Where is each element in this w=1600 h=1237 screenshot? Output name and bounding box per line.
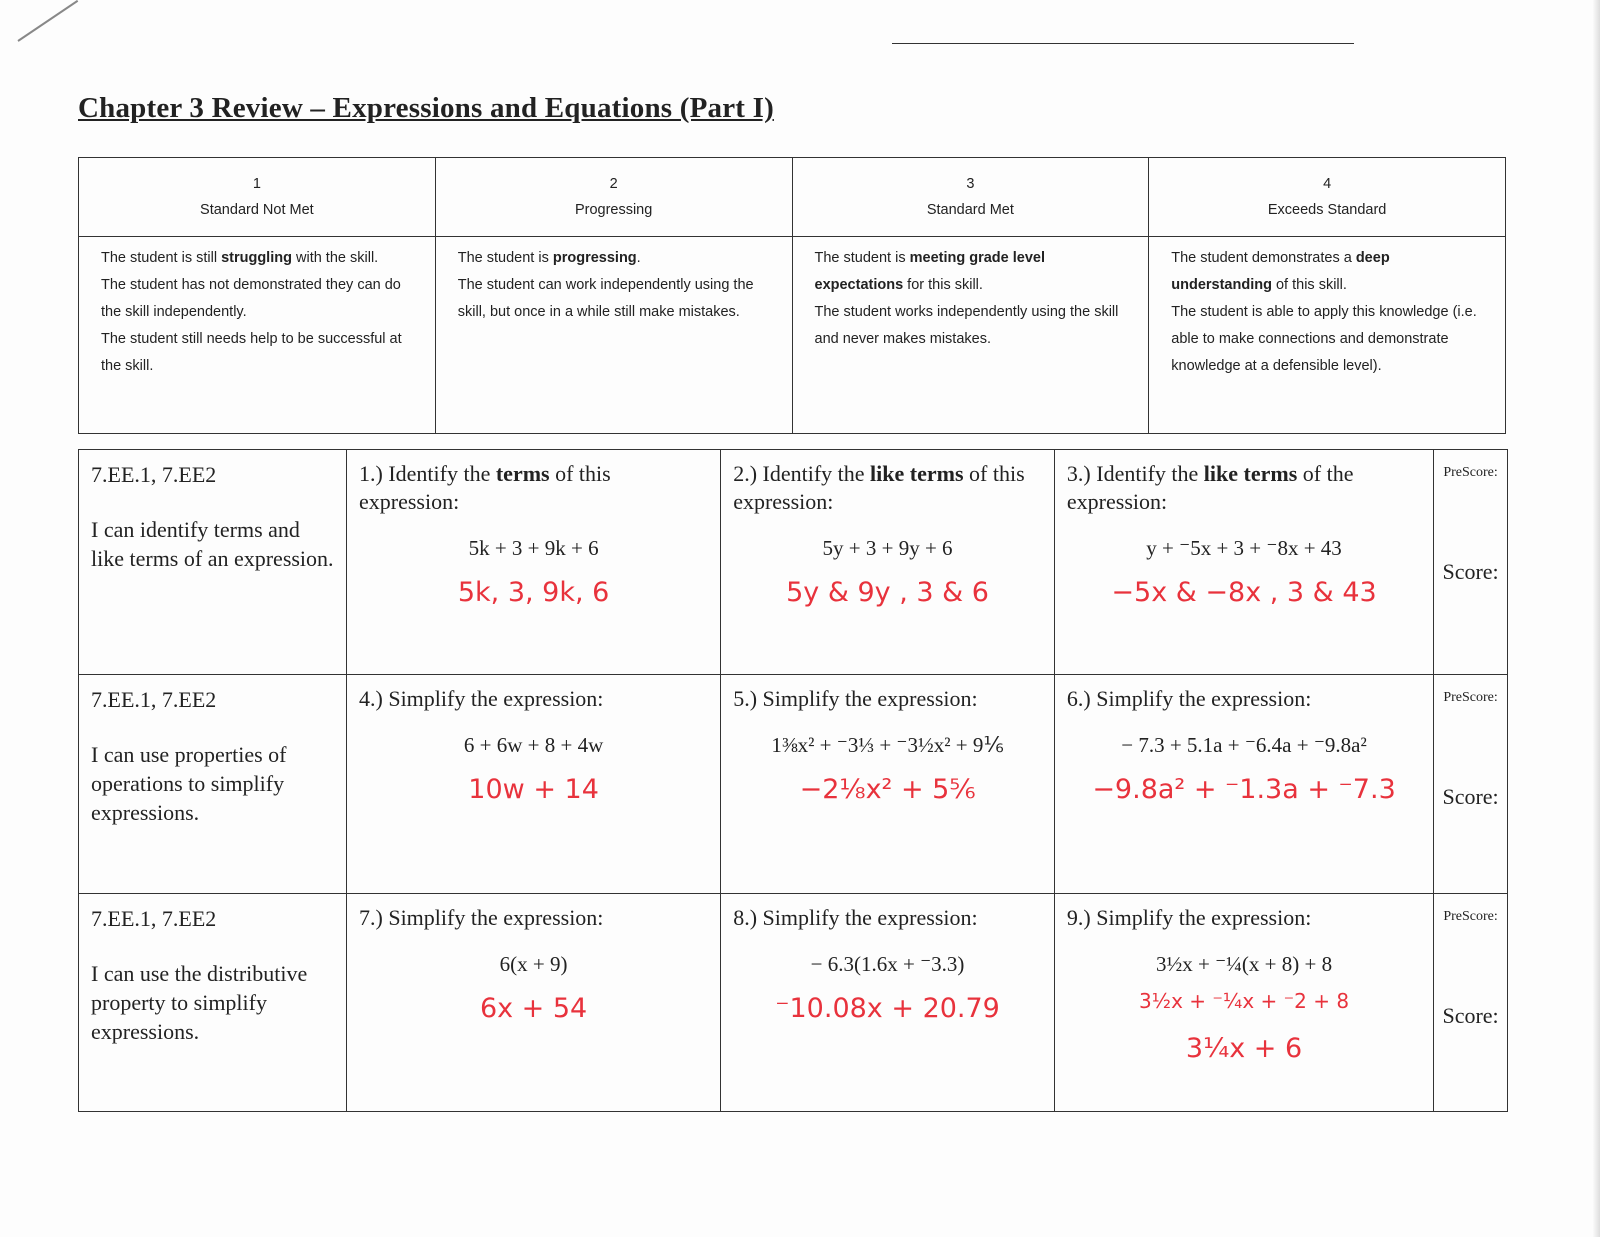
skills-table — [78, 449, 1508, 1112]
handwritten-answer: 10w + 14 — [468, 774, 599, 805]
rubric-paragraph — [458, 245, 774, 272]
rubric-paragraph — [458, 272, 774, 326]
rubric-text: The student still needs help to be successful at the skill. — [101, 331, 402, 374]
rubric-desc — [1149, 237, 1506, 434]
rubric-text: The student works independently using the skill and never makes mistakes. — [814, 304, 1119, 347]
math-expression: y + ⁻5x + 3 + ⁻8x + 43 — [1146, 536, 1342, 560]
rubric-text: for this skill. — [903, 277, 983, 293]
question-number: 1.) — [359, 461, 383, 486]
question-text: of this expression: — [359, 461, 611, 514]
emphasis-text: progressing — [552, 250, 637, 266]
handwritten-answer: −9.8a² + ⁻1.3a + ⁻7.3 — [1092, 774, 1396, 805]
prescore-label: PreScore: — [1443, 690, 1498, 705]
score-label: Score: — [1442, 559, 1499, 584]
question-text: Identify the — [1090, 461, 1204, 486]
question-text: Identify the — [757, 461, 871, 486]
question-text: Simplify the expression: — [382, 686, 604, 711]
question-text: Simplify the expression: — [1090, 686, 1312, 711]
standard-code: 7.EE.1, 7.EE2 — [91, 906, 217, 931]
rubric-text: The student is able to apply this knowledge (i.e. able to make connections and demonstrate knowledge at a defensible level). — [1171, 304, 1477, 374]
level-number: 1 — [252, 176, 261, 192]
question-cell — [721, 675, 1055, 894]
emphasis-text: meeting grade level expectations — [814, 250, 1045, 293]
skill-row — [79, 675, 1508, 894]
question-emphasis: like terms — [1203, 461, 1298, 486]
question-text: of this expression: — [733, 461, 1025, 514]
question-text: of the expression: — [1066, 461, 1354, 514]
skill-row — [79, 450, 1508, 675]
math-expression: 6(x + 9) — [499, 952, 568, 976]
question-number: 8.) — [733, 905, 758, 930]
rubric-text: The student is — [457, 250, 553, 266]
rubric-header-1 — [79, 158, 436, 237]
math-expression: 1⅜x² + ⁻3⅓ + ⁻3½x² + 9⅙ — [771, 733, 1004, 757]
question-number: 9.) — [1066, 905, 1091, 930]
rubric-text: The student can work independently using the skill, but once in a while still make mistakes. — [457, 277, 754, 320]
rubric-desc — [435, 237, 792, 434]
rubric-text: The student is — [814, 250, 910, 266]
rubric-paragraph — [101, 272, 417, 326]
score-label: Score: — [1442, 784, 1499, 809]
question-emphasis: terms — [495, 461, 550, 486]
pencil-mark — [17, 0, 78, 42]
rubric-text: The student demonstrates a — [1171, 250, 1356, 266]
rubric-text: of this skill. — [1271, 277, 1347, 293]
standard-cell — [79, 675, 347, 894]
rubric-paragraph — [815, 299, 1131, 353]
rubric-paragraph — [101, 326, 417, 380]
math-expression: 5y + 3 + 9y + 6 — [822, 536, 953, 560]
math-expression: − 6.3(1.6x + ⁻3.3) — [810, 952, 965, 976]
rubric-header-3 — [792, 158, 1149, 237]
rubric-desc — [792, 237, 1149, 434]
emphasis-text: deep understanding — [1171, 250, 1390, 293]
question-cell — [1054, 450, 1433, 675]
question-number: 7.) — [359, 905, 383, 930]
handwritten-answer: 5k, 3, 9k, 6 — [457, 577, 610, 608]
rubric-text: The student is still — [101, 250, 222, 266]
rubric-header-4 — [1149, 158, 1506, 237]
emphasis-text: struggling — [221, 250, 292, 266]
page-title: Chapter 3 Review – Expressions and Equations (Part I) — [78, 92, 774, 124]
question-cell — [721, 450, 1055, 675]
score-cell — [1434, 450, 1508, 675]
math-expression: − 7.3 + 5.1a + ⁻6.4a + ⁻9.8a² — [1121, 733, 1367, 757]
level-number: 2 — [609, 176, 618, 192]
rubric-table — [78, 157, 1506, 434]
rubric-paragraph — [1171, 245, 1487, 299]
math-expression: 6 + 6w + 8 + 4w — [463, 733, 604, 757]
rubric-paragraph — [815, 245, 1131, 299]
question-text: Simplify the expression: — [757, 905, 978, 930]
rubric-text: The student has not demonstrated they can do the skill independently. — [101, 277, 401, 320]
question-emphasis: like terms — [870, 461, 964, 486]
question-number: 4.) — [359, 686, 383, 711]
learning-target: I can use the distributive property to simplify expressions. — [91, 961, 308, 1044]
question-cell — [347, 450, 721, 675]
score-label: Score: — [1442, 1003, 1499, 1028]
prescore-label: PreScore: — [1443, 465, 1498, 480]
question-cell — [1054, 894, 1433, 1112]
prescore-label: PreScore: — [1443, 909, 1498, 924]
question-text: Simplify the expression: — [757, 686, 978, 711]
handwritten-answer: 6x + 54 — [479, 993, 588, 1024]
rubric-header-2 — [435, 158, 792, 237]
level-label: Standard Not Met — [200, 202, 314, 218]
question-cell — [721, 894, 1055, 1112]
question-number: 2.) — [733, 461, 758, 486]
handwritten-answer: 5y & 9y , 3 & 6 — [786, 577, 989, 608]
level-number: 4 — [1323, 176, 1332, 192]
standard-cell — [79, 450, 347, 675]
level-number: 3 — [966, 176, 975, 192]
handwritten-answer: −5x & −8x , 3 & 43 — [1111, 577, 1377, 608]
rubric-paragraph — [101, 245, 417, 272]
name-line — [892, 43, 1354, 44]
level-label: Exceeds Standard — [1267, 202, 1387, 218]
standard-code: 7.EE.1, 7.EE2 — [91, 462, 217, 487]
standard-cell — [79, 894, 347, 1112]
standard-code: 7.EE.1, 7.EE2 — [91, 687, 217, 712]
question-text: Identify the — [382, 461, 496, 486]
level-label: Standard Met — [926, 202, 1014, 218]
question-cell — [1054, 675, 1433, 894]
learning-target: I can use properties of operations to simplify expressions. — [91, 742, 287, 825]
score-cell — [1434, 894, 1508, 1112]
math-expression: 3½x + ⁻¼(x + 8) + 8 — [1155, 952, 1333, 976]
score-cell — [1434, 675, 1508, 894]
rubric-desc — [79, 237, 436, 434]
rubric-text: . — [636, 250, 641, 266]
question-cell — [347, 894, 721, 1112]
rubric-text: with the skill. — [291, 250, 379, 266]
question-text: Simplify the expression: — [1090, 905, 1312, 930]
handwritten-answer: 3¼x + 6 — [1185, 1033, 1303, 1064]
question-number: 5.) — [733, 686, 758, 711]
question-cell — [347, 675, 721, 894]
level-label: Progressing — [574, 202, 653, 218]
rubric-paragraph — [1171, 299, 1487, 380]
question-number: 6.) — [1066, 686, 1091, 711]
handwritten-answer: 3½x + ⁻¼x + ⁻2 + 8 — [1138, 989, 1350, 1013]
handwritten-answer: ⁻10.08x + 20.79 — [775, 993, 1000, 1024]
question-number: 3.) — [1066, 461, 1091, 486]
page-edge — [1592, 0, 1600, 1237]
question-text: Simplify the expression: — [382, 905, 604, 930]
learning-target: I can identify terms and like terms of an expression. — [91, 517, 334, 571]
math-expression: 5k + 3 + 9k + 6 — [468, 536, 599, 560]
handwritten-answer: −2⅛x² + 5⅚ — [799, 774, 976, 805]
skill-row — [79, 894, 1508, 1112]
